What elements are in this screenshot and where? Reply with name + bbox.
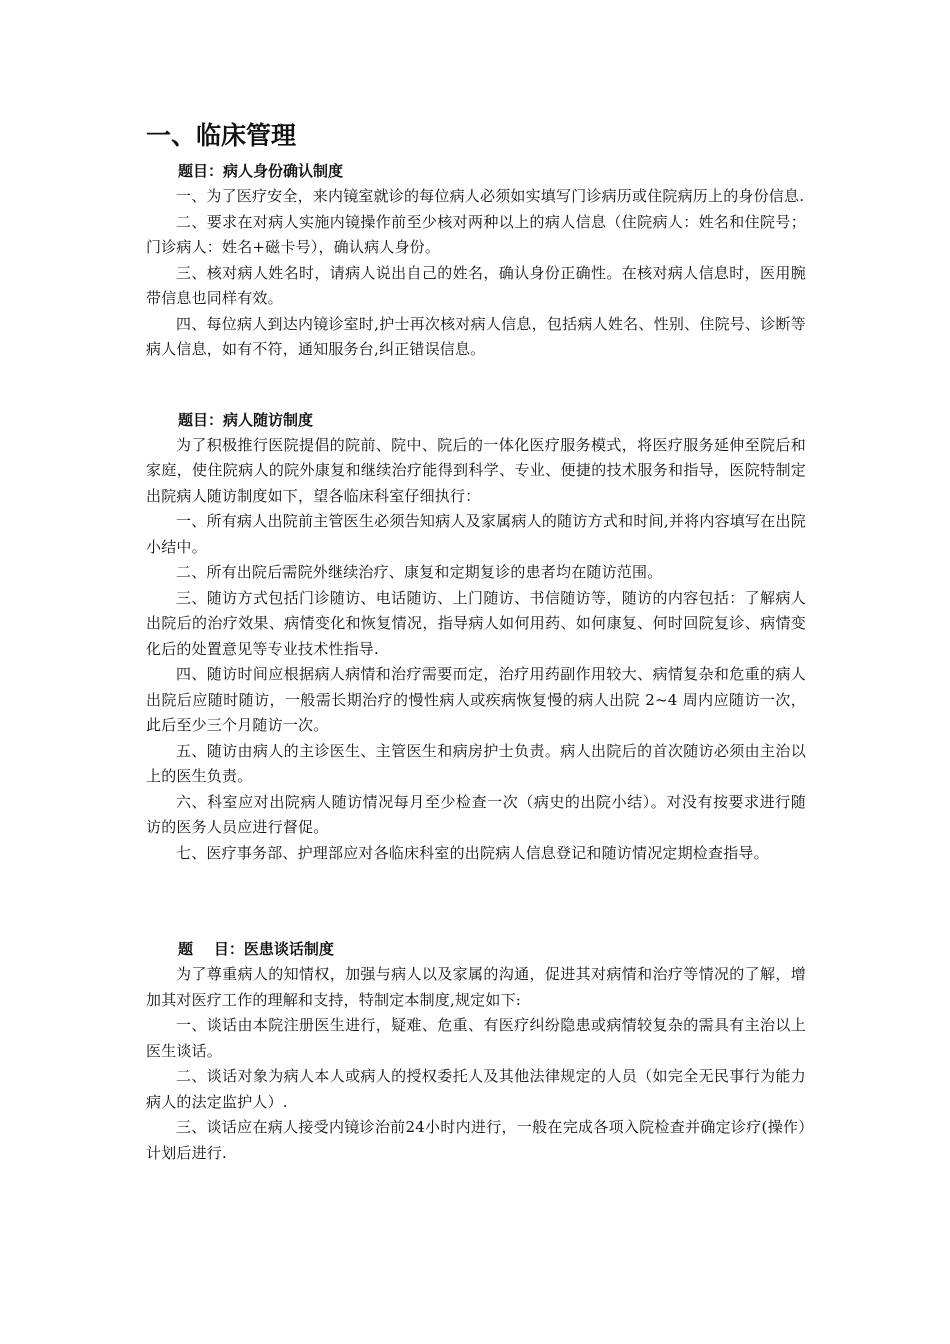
section-title: 题 目：医患谈话制度 bbox=[178, 940, 334, 958]
paragraph: 三、核对病人姓名时，请病人说出自己的姓名，确认身份正确性。在核对病人信息时，医用腕带信息也同样有效。 bbox=[146, 263, 806, 307]
paragraph: 二、要求在对病人实施内镜操作前至少核对两种以上的病人信息（住院病人：姓名和住院号；门诊病人：姓名+磁卡号），确认病人身份。 bbox=[146, 212, 806, 256]
paragraph: 二、谈话对象为病人本人或病人的授权委托人及其他法律规定的人员（如完全无民事行为能力病人的法定监护人）. bbox=[146, 1067, 806, 1111]
paragraph: 七、医疗事务部、护理部应对各临床科室的出院病人信息登记和随访情况定期检查指导。 bbox=[176, 843, 769, 862]
paragraph: 一、为了医疗安全，来内镜室就诊的每位病人必须如实填写门诊病历或住院病历上的身份信息. bbox=[176, 187, 805, 205]
document-body bbox=[146, 118, 806, 1166]
section-follow-up bbox=[146, 407, 806, 867]
paragraph: 一、所有病人出院前主管医生必须告知病人及家属病人的随访方式和时间,并将内容填写在出院小结中。 bbox=[146, 512, 806, 556]
paragraph: 四、每位病人到达内镜诊室时,护士再次核对病人信息，包括病人姓名、性别、住院号、诊断等病人信息，如有不符，通知服务台,纠正错误信息。 bbox=[146, 314, 806, 358]
paragraph: 一、谈话由本院注册医生进行，疑难、危重、有医疗纠纷隐患或病情较复杂的需具有主治以上医生谈话。 bbox=[146, 1016, 806, 1060]
paragraph: 四、随访时间应根据病人病情和治疗需要而定，治疗用药副作用较大、病情复杂和危重的病人出院后应随时随访，一般需长期治疗的慢性病人或疾病恢复慢的病人出院 2~4 周内应随访一次，此后至少三个月随访一次。 bbox=[146, 665, 806, 734]
section-doctor-patient-talk bbox=[146, 936, 806, 1166]
paragraph: 六、科室应对出院病人随访情况每月至少检查一次（病史的出院小结）。对没有按要求进行随访的医务人员应进行督促。 bbox=[146, 792, 806, 836]
paragraph: 三、随访方式包括门诊随访、电话随访、上门随访、书信随访等，随访的内容包括：了解病人出院后的治疗效果、病情变化和恢复情况，指导病人如何用药、如何康复、何时回院复诊、病情变化后的处置意见等专业技术性指导. bbox=[146, 588, 806, 658]
paragraph: 五、随访由病人的主诊医生、主管医生和病房护士负责。病人出院后的首次随访必须由主治以上的医生负责。 bbox=[146, 741, 806, 785]
section-title: 题目：病人随访制度 bbox=[178, 410, 314, 429]
paragraph: 三、谈话应在病人接受内镜诊治前24小时内进行，一般在完成各项入院检查并确定诊疗(操作）计划后进行. bbox=[146, 1118, 806, 1162]
section-spacer bbox=[146, 866, 806, 936]
section-identity-confirmation bbox=[146, 158, 806, 363]
paragraph: 二、所有出院后需院外继续治疗、康复和定期复诊的患者均在随访范围。 bbox=[176, 563, 663, 581]
section-title: 题目：病人身份确认制度 bbox=[178, 162, 344, 180]
paragraph: 为了积极推行医院提倡的院前、院中、院后的一体化医疗服务模式，将医疗服务延伸至院后和家庭，使住院病人的院外康复和继续治疗能得到科学、专业、便捷的技术服务和指导，医院特制定出院病人随访制度如下，望各临床科室仔细执行： bbox=[146, 435, 806, 505]
chapter-heading: 一、临床管理 bbox=[146, 121, 297, 150]
paragraph: 为了尊重病人的知情权，加强与病人以及家属的沟通，促进其对病情和治疗等情况的了解，增加其对医疗工作的理解和支持，特制定本制度,规定如下: bbox=[146, 965, 806, 1009]
section-spacer bbox=[146, 363, 806, 407]
